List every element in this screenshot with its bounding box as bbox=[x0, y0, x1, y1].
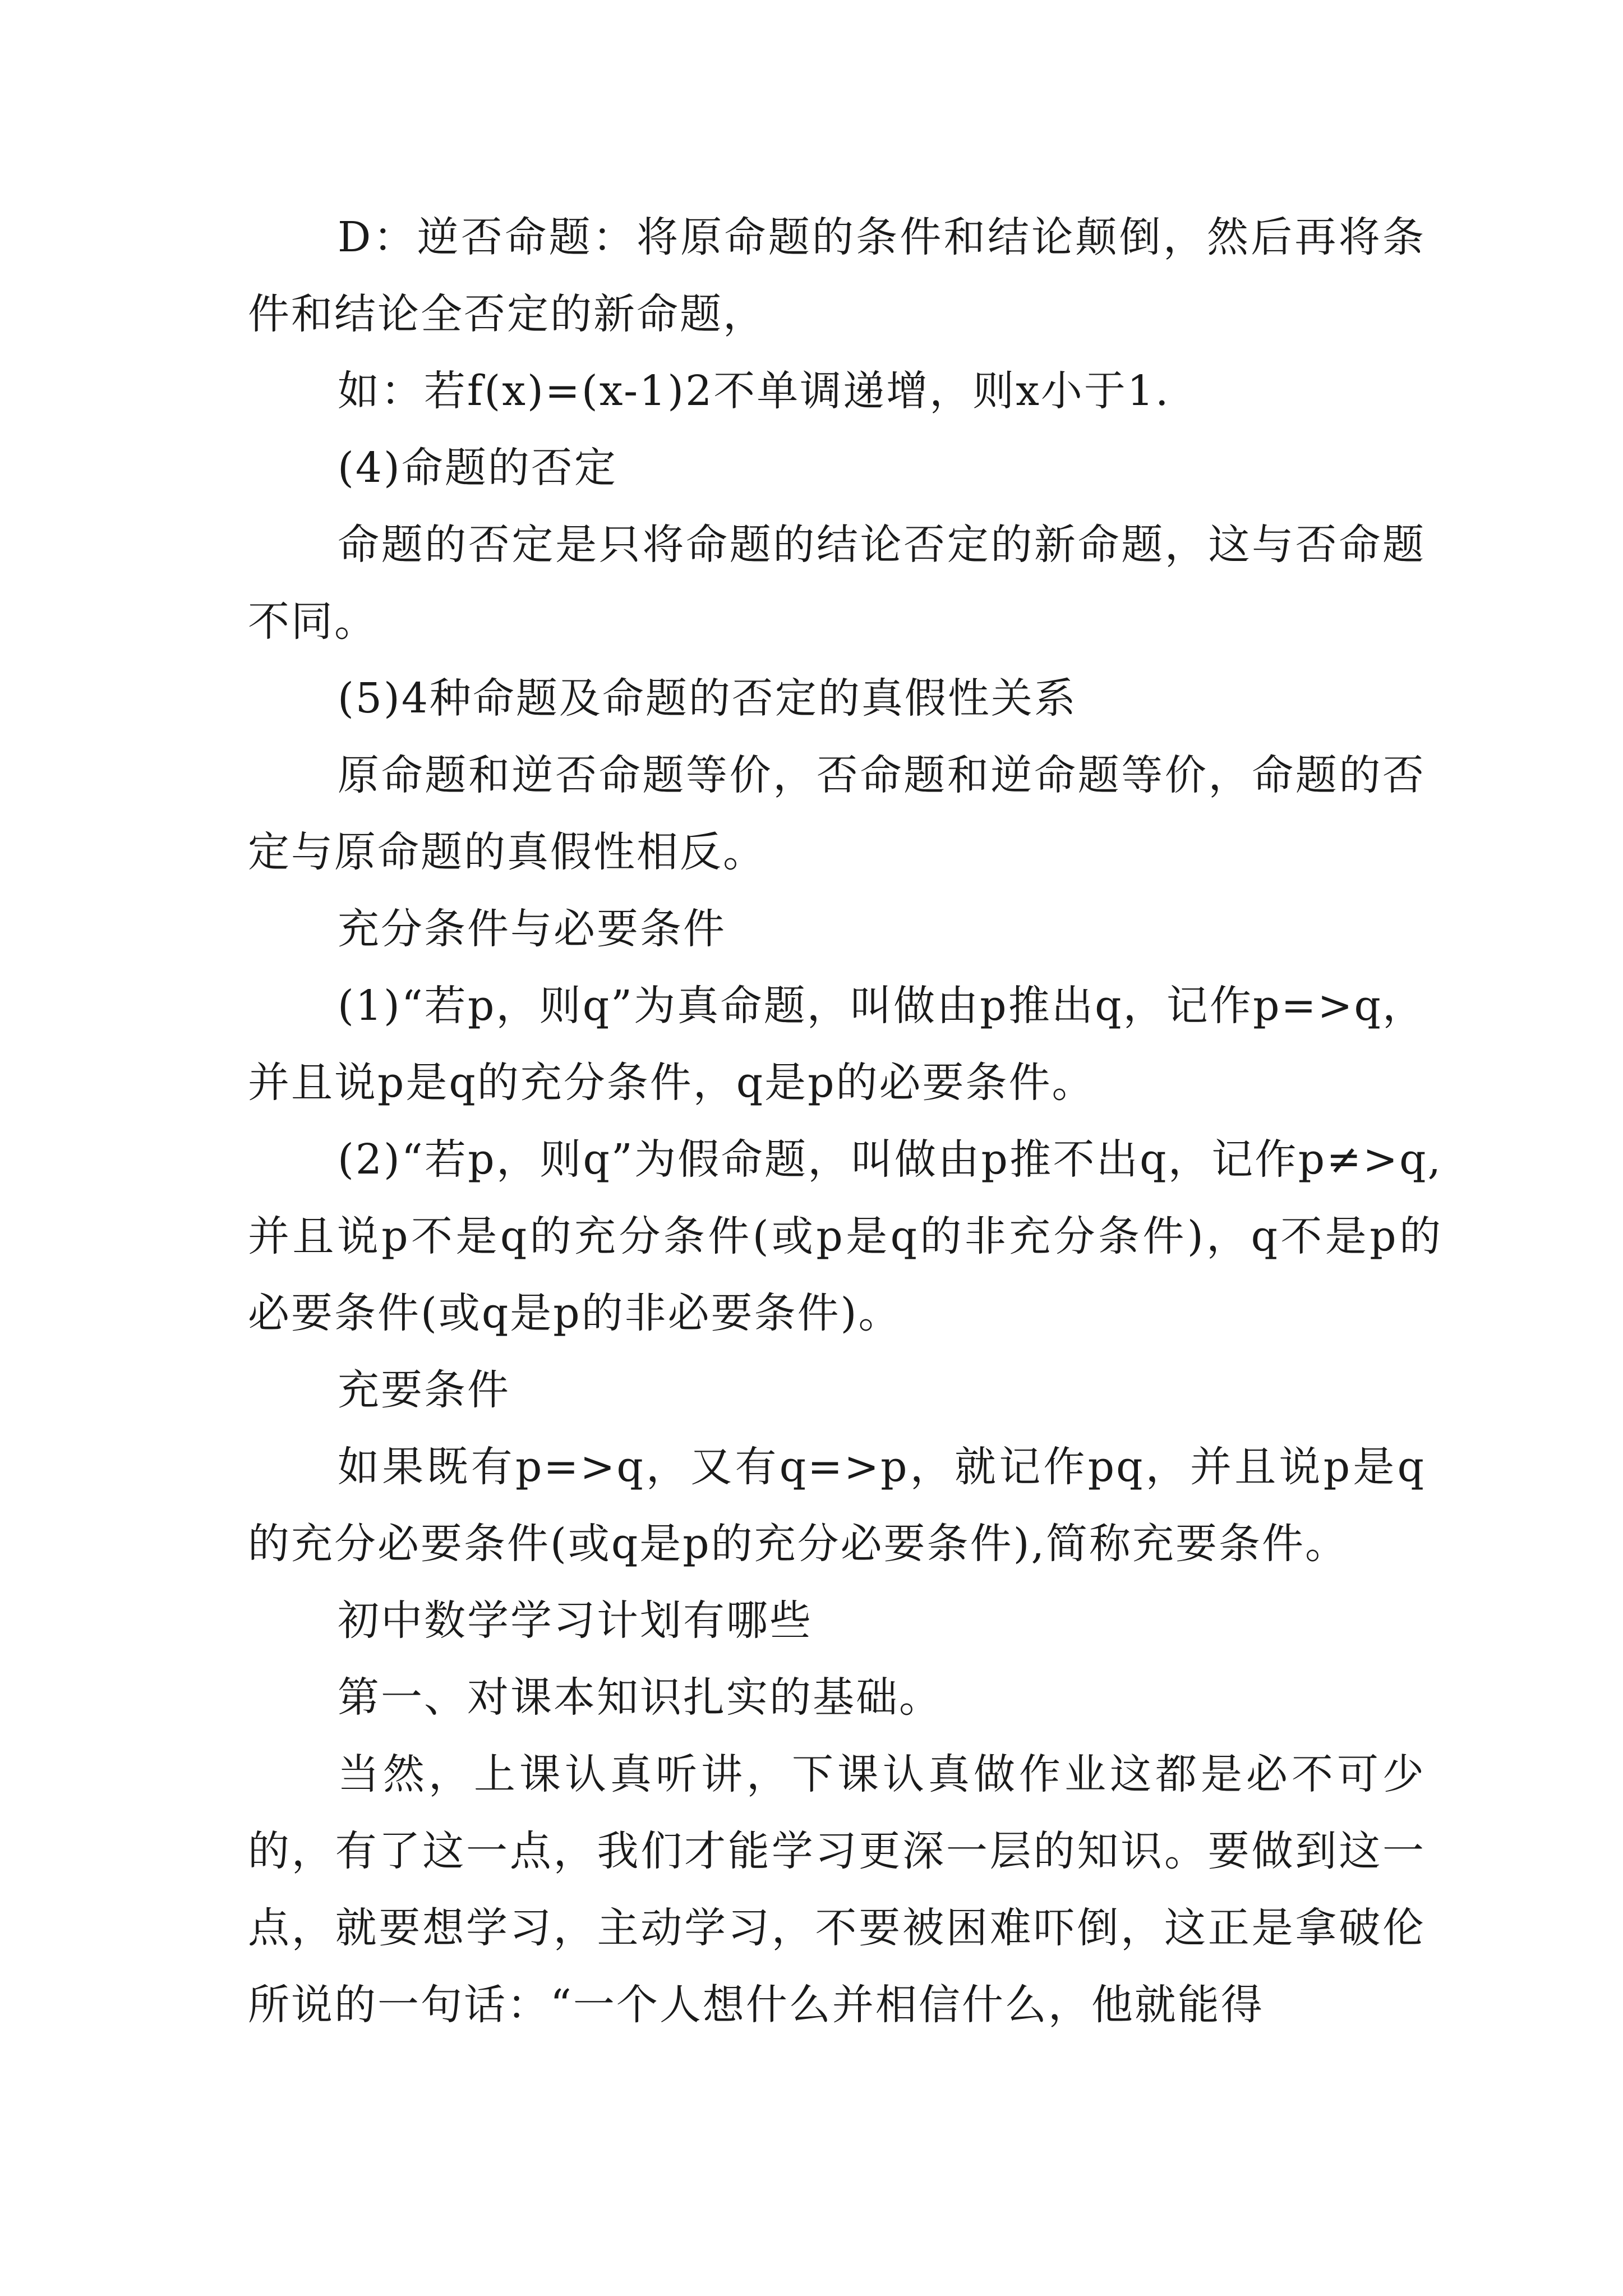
paragraph-first-point: 第一、对课本知识扎实的基础。 bbox=[338, 1673, 942, 1722]
paragraph-study-advice: 当然，上课认真听讲，下课认真做作业这都是必不可少的，有了这一点，我们才能学习更深一层的知识。要做到这一点，就要想学习，主动学习，不要被困难吓倒，这正是拿破伦所说的一句话：“一个人想什么并相信什么，他就能得 bbox=[248, 1750, 1426, 2029]
heading-study-plan: 初中数学学习计划有哪些 bbox=[338, 1596, 813, 1645]
paragraph-example: 如：若f(x)=(x-1)2不单调递增，则x小于1. bbox=[338, 367, 1170, 415]
document-body bbox=[248, 199, 1442, 2044]
paragraph-not-sufficient: (2)“若p，则q”为假命题，叫做由p推不出q，记作p≠>q,并且说p不是q的充分条件(或p是q的非充分条件)，q不是p的必要条件(或q是p的非必要条件)。 bbox=[248, 1135, 1442, 1337]
paragraph-necessary-sufficient: 如果既有p=>q，又有q=>p，就记作pq，并且说p是q的充分必要条件(或q是p的充分必要条件),简称充要条件。 bbox=[248, 1443, 1426, 1568]
paragraph-sufficient: (1)“若p，则q”为真命题，叫做由p推出q，记作p=>q，并且说p是q的充分条件，q是p的必要条件。 bbox=[248, 982, 1426, 1107]
paragraph-truth-relation: 原命题和逆否命题等价，否命题和逆命题等价，命题的否定与原命题的真假性相反。 bbox=[248, 751, 1426, 876]
heading-necessary-sufficient: 充要条件 bbox=[338, 1366, 510, 1414]
heading-truth-relation: (5)4种命题及命题的否定的真假性关系 bbox=[338, 674, 1077, 723]
paragraph-negation: 命题的否定是只将命题的结论否定的新命题，这与否命题不同。 bbox=[248, 521, 1426, 646]
heading-negation: (4)命题的否定 bbox=[338, 444, 617, 492]
heading-sufficient-necessary: 充分条件与必要条件 bbox=[338, 905, 726, 953]
paragraph-contrapositive: D：逆否命题：将原命题的条件和结论颠倒，然后再将条件和结论全否定的新命题， bbox=[248, 213, 1426, 338]
